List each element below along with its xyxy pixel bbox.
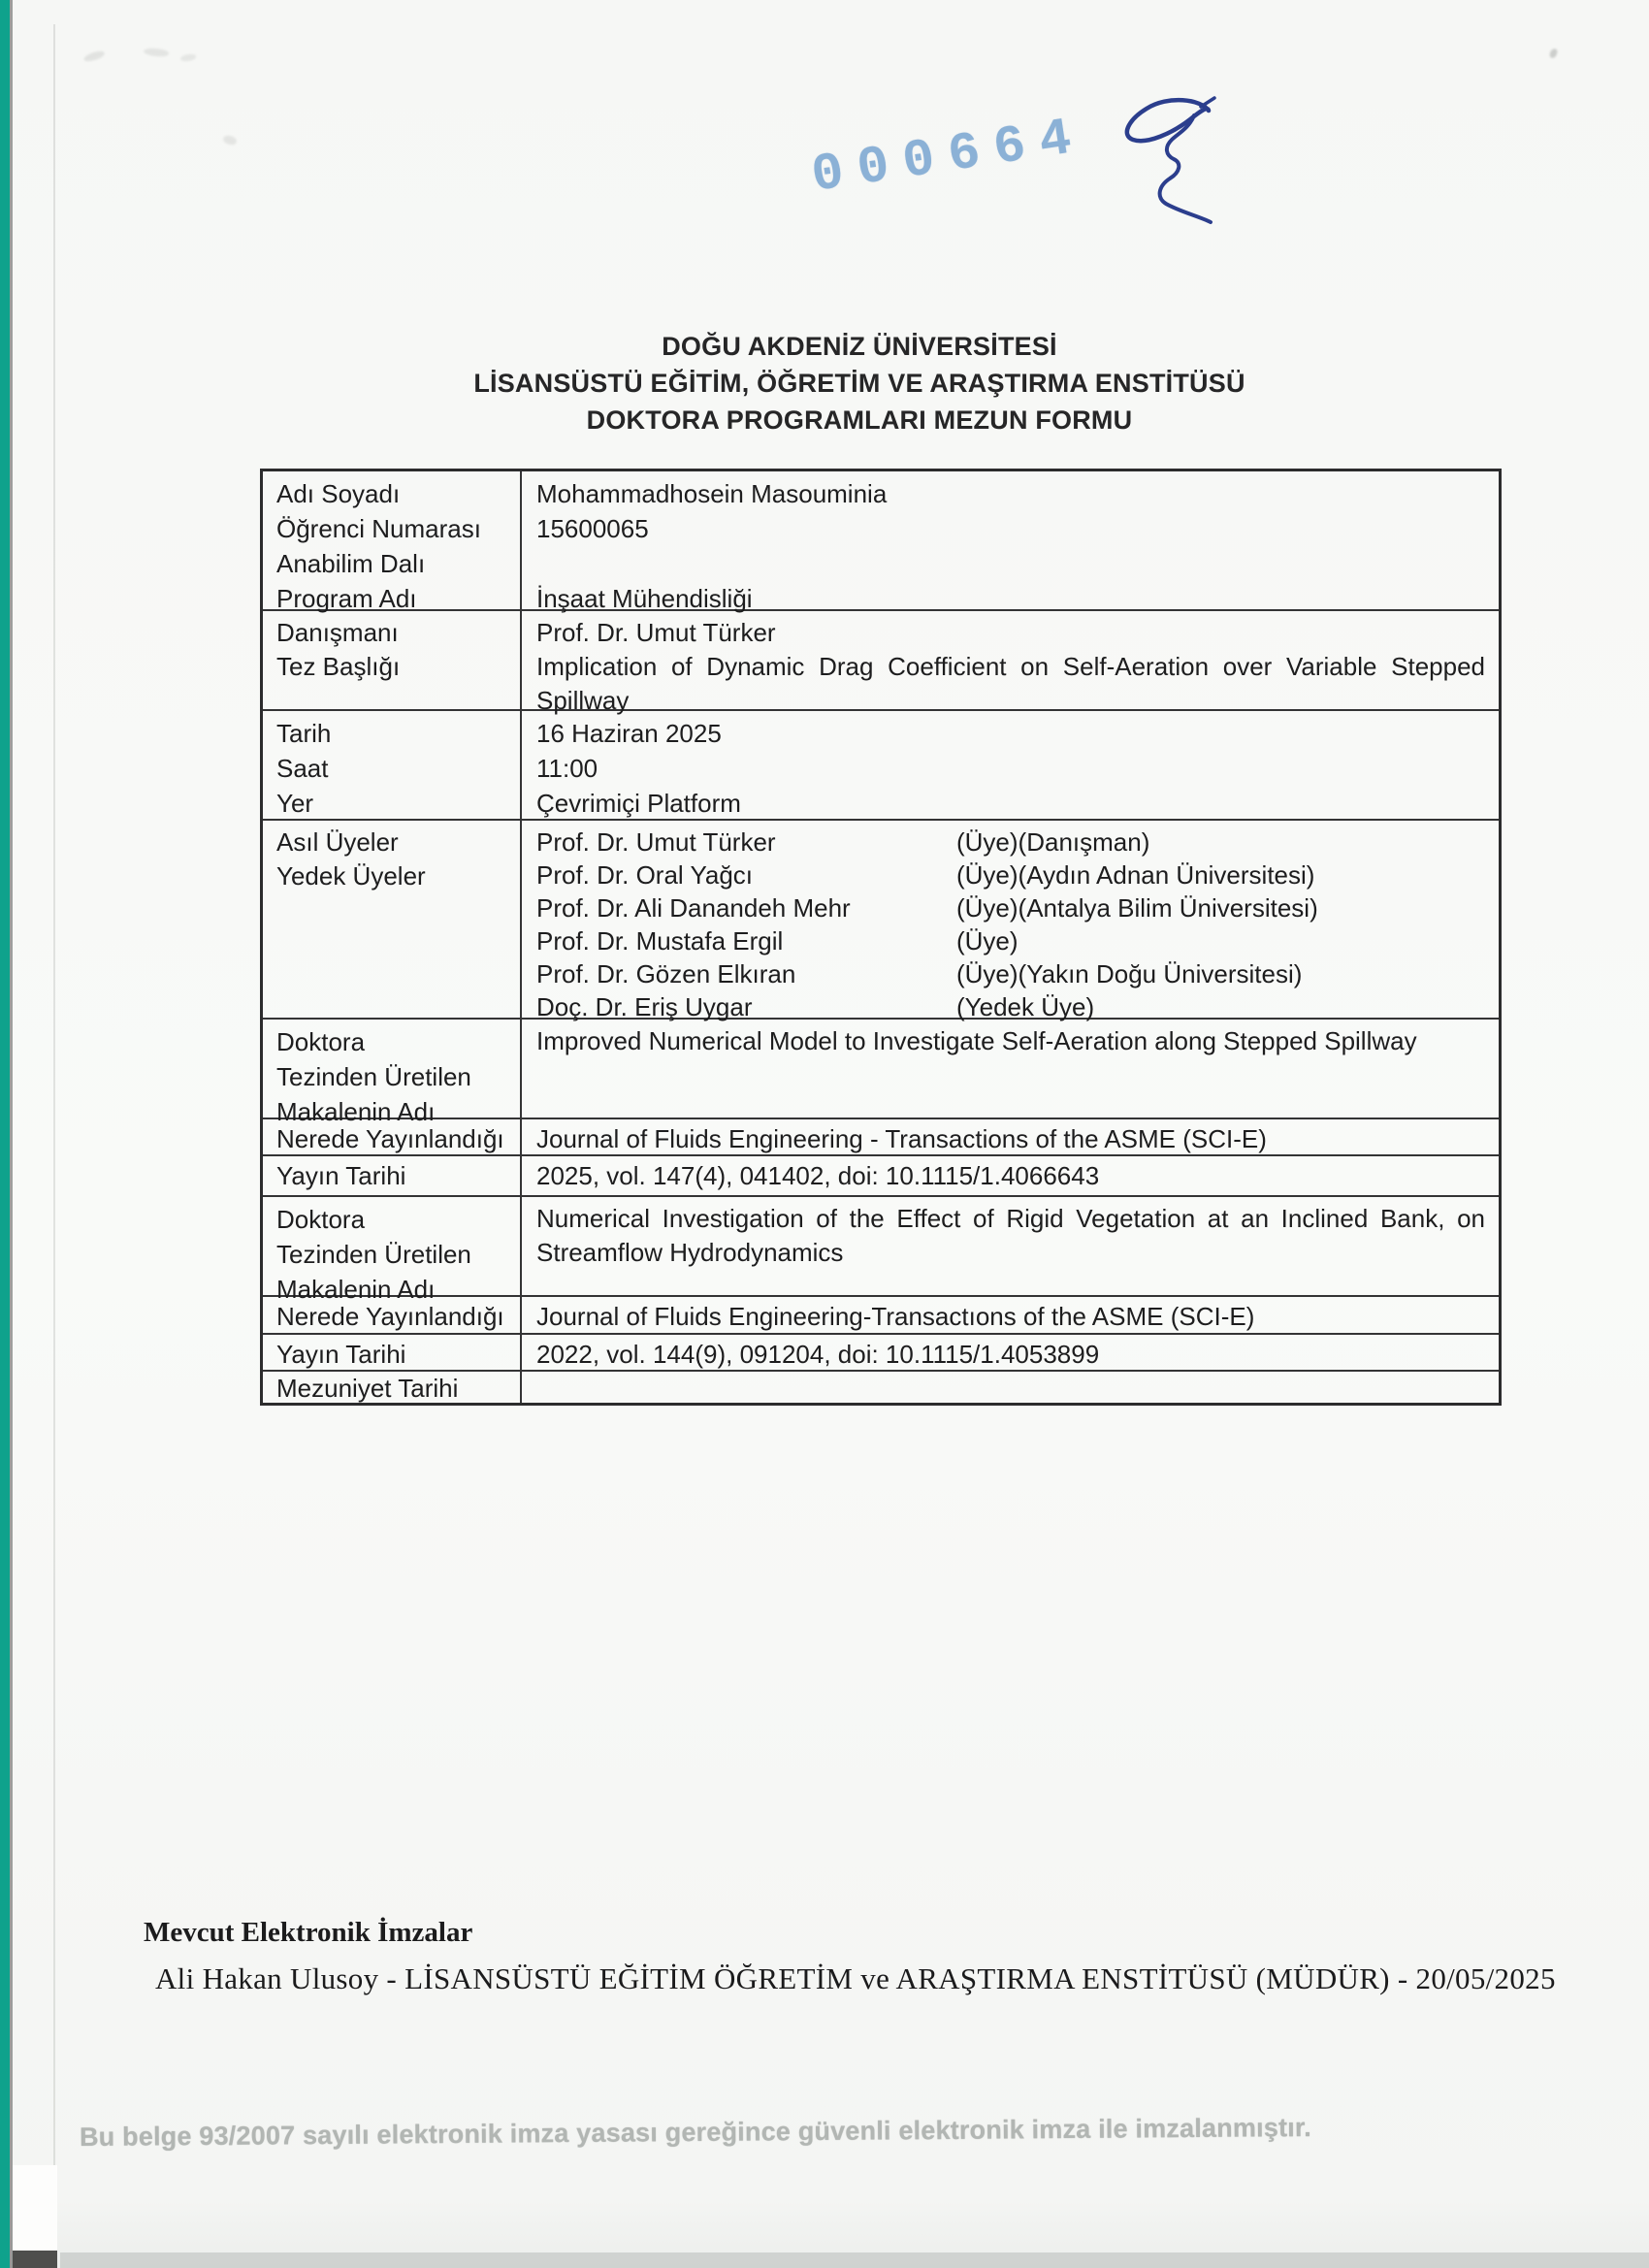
field-label: Tezinden Üretilen [276,1240,471,1269]
form-title: DOKTORA PROGRAMLARI MEZUN FORMU [586,405,1133,435]
publication-reference: 2025, vol. 147(4), 041402, doi: 10.1115/1.4066643 [536,1161,1100,1190]
graduation-form-table [260,469,1502,1406]
electronic-signatures-heading: Mevcut Elektronik İmzalar [144,1917,473,1948]
identity-values [522,471,1499,613]
committee-member [536,826,1485,859]
committee-members [522,821,1499,1021]
article1-title-value [522,1020,1499,1118]
advisor-thesis-values [522,611,1499,715]
under-sheet-corner [13,2165,57,2252]
member-name: Prof. Dr. Ali Danandeh Mehr [536,893,851,923]
row-committee [263,819,1499,1021]
field-label: Yayın Tarihi [263,1335,522,1370]
committee-member [536,990,1485,1023]
defense-date: 16 Haziran 2025 [536,719,722,748]
field-label: Nerede Yayınlandığı [263,1297,522,1333]
member-role: (Üye) [956,926,1018,956]
dust-speck [1549,48,1559,59]
pencil-smudge [82,49,105,62]
member-name: Doç. Dr. Eriş Uygar [536,992,753,1021]
journal-name: Journal of Fluids Engineering - Transactions of the ASME (SCI-E) [536,1124,1267,1153]
publication-reference: 2022, vol. 144(9), 091204, doi: 10.1115/1.4053899 [536,1340,1100,1369]
row-article2-date [263,1333,1499,1370]
graduation-date-value [522,1372,1499,1403]
pencil-smudge [144,47,170,58]
article-title: Numerical Investigation of the Effect of Rigid Vegetation at an Inclined Bank, on Streamflow Hydrodynamics [536,1204,1485,1267]
member-role: (Üye)(Antalya Bilim Üniversitesi) [956,893,1318,923]
journal-name: Journal of Fluids Engineering-Transactıons of the ASME (SCI-E) [536,1302,1255,1331]
article-title: Improved Numerical Model to Investigate Self-Aeration along Stepped Spillway [536,1026,1417,1055]
field-label: Danışmanı [276,618,399,647]
field-value: İnşaat Mühendisliği [536,584,753,613]
article2-title-value [522,1197,1499,1295]
field-label: Yedek Üyeler [276,861,426,891]
member-role: (Üye)(Danışman) [956,827,1150,857]
field-label: Makalenin Adı [276,1097,436,1126]
signature-entry: Ali Hakan Ulusoy - LİSANSÜSTÜ EĞİTİM ÖĞRETİM ve ARAŞTIRMA ENSTİTÜSÜ (MÜDÜR) - 20/05/2025 [155,1961,1556,1995]
field-label: Saat [276,754,329,783]
row-advisor-thesis [263,609,1499,715]
member-name: Prof. Dr. Gözen Elkıran [536,959,796,988]
advisor-thesis-labels [263,611,522,709]
committee-member [536,957,1485,990]
field-label: Öğrenci Numarası [276,514,481,543]
serial-number-stamp: 000664 [807,107,1090,207]
identity-labels [263,471,522,613]
defense-time: 11:00 [536,754,598,783]
row-article1-title [263,1018,1499,1126]
field-label: Anabilim Dalı [276,549,426,578]
committee-member [536,859,1485,891]
thesis-title: Implication of Dynamic Drag Coefficient on Self-Aeration over Variable Stepped Spillway [536,652,1485,715]
field-label: Asıl Üyeler [276,827,399,857]
member-name: Prof. Dr. Mustafa Ergil [536,926,784,956]
member-role: (Üye)(Yakın Doğu Üniversitesi) [956,959,1303,988]
university-name: DOĞU AKDENİZ ÜNİVERSİTESİ [662,332,1057,361]
member-name: Prof. Dr. Umut Türker [536,827,776,857]
field-label: Tezinden Üretilen [276,1062,471,1091]
committee-member [536,924,1485,957]
advisor-name: Prof. Dr. Umut Türker [536,618,776,647]
row-defense [263,709,1499,819]
field-label: Program Adı [276,584,417,613]
esign-legal-notice: Bu belge 93/2007 sayılı elektronik imza yasası gereğince güvenli elektronik imza ile imzalanmıştır. [79,2113,1311,2152]
row-article2-journal [263,1295,1499,1333]
member-name: Prof. Dr. Oral Yağcı [536,860,754,890]
institute-name: LİSANSÜSTÜ EĞİTİM, ÖĞRETİM VE ARAŞTIRMA ENSTİTÜSÜ [473,369,1245,398]
row-graduation-date [263,1370,1499,1403]
bottom-scan-band [60,2252,1649,2268]
committee-labels [263,821,522,1018]
pencil-smudge [180,53,197,62]
field-label: Yayın Tarihi [263,1156,522,1195]
defense-place: Çevrimiçi Platform [536,789,741,818]
row-article1-journal [263,1118,1499,1154]
field-value [536,546,1485,581]
defense-labels [263,711,522,819]
field-value: 15600065 [536,514,649,543]
row-article2-title [263,1195,1499,1304]
member-role: (Üye)(Aydın Adnan Üniversitesi) [956,860,1315,890]
document-title-block [239,328,1480,438]
field-value: Mohammadhosein Masouminia [536,479,888,508]
paper-edge-shadow [10,0,13,2268]
under-sheet-corner-shadow [13,2251,57,2268]
field-label: Nerede Yayınlandığı [263,1119,522,1154]
under-sheet-edge-line [53,24,55,2251]
field-label: Doktora [276,1205,366,1234]
member-role: (Yedek Üye) [956,992,1095,1021]
field-label: Makalenin Adı [276,1275,436,1304]
pencil-smudge [222,134,238,147]
committee-member [536,891,1485,924]
row-identity [263,471,1499,613]
article2-label [263,1197,522,1304]
defense-values [522,711,1499,819]
field-label: Tez Başlığı [276,652,401,681]
field-label: Doktora [276,1027,366,1056]
article1-label [263,1020,522,1126]
signature-ink-scribble [1108,89,1234,225]
row-article1-date [263,1154,1499,1195]
field-label: Yer [276,789,314,818]
field-label: Tarih [276,719,332,748]
scanner-background-strip [0,0,10,2268]
field-label: Adı Soyadı [276,479,401,508]
field-label: Mezuniyet Tarihi [263,1372,522,1403]
